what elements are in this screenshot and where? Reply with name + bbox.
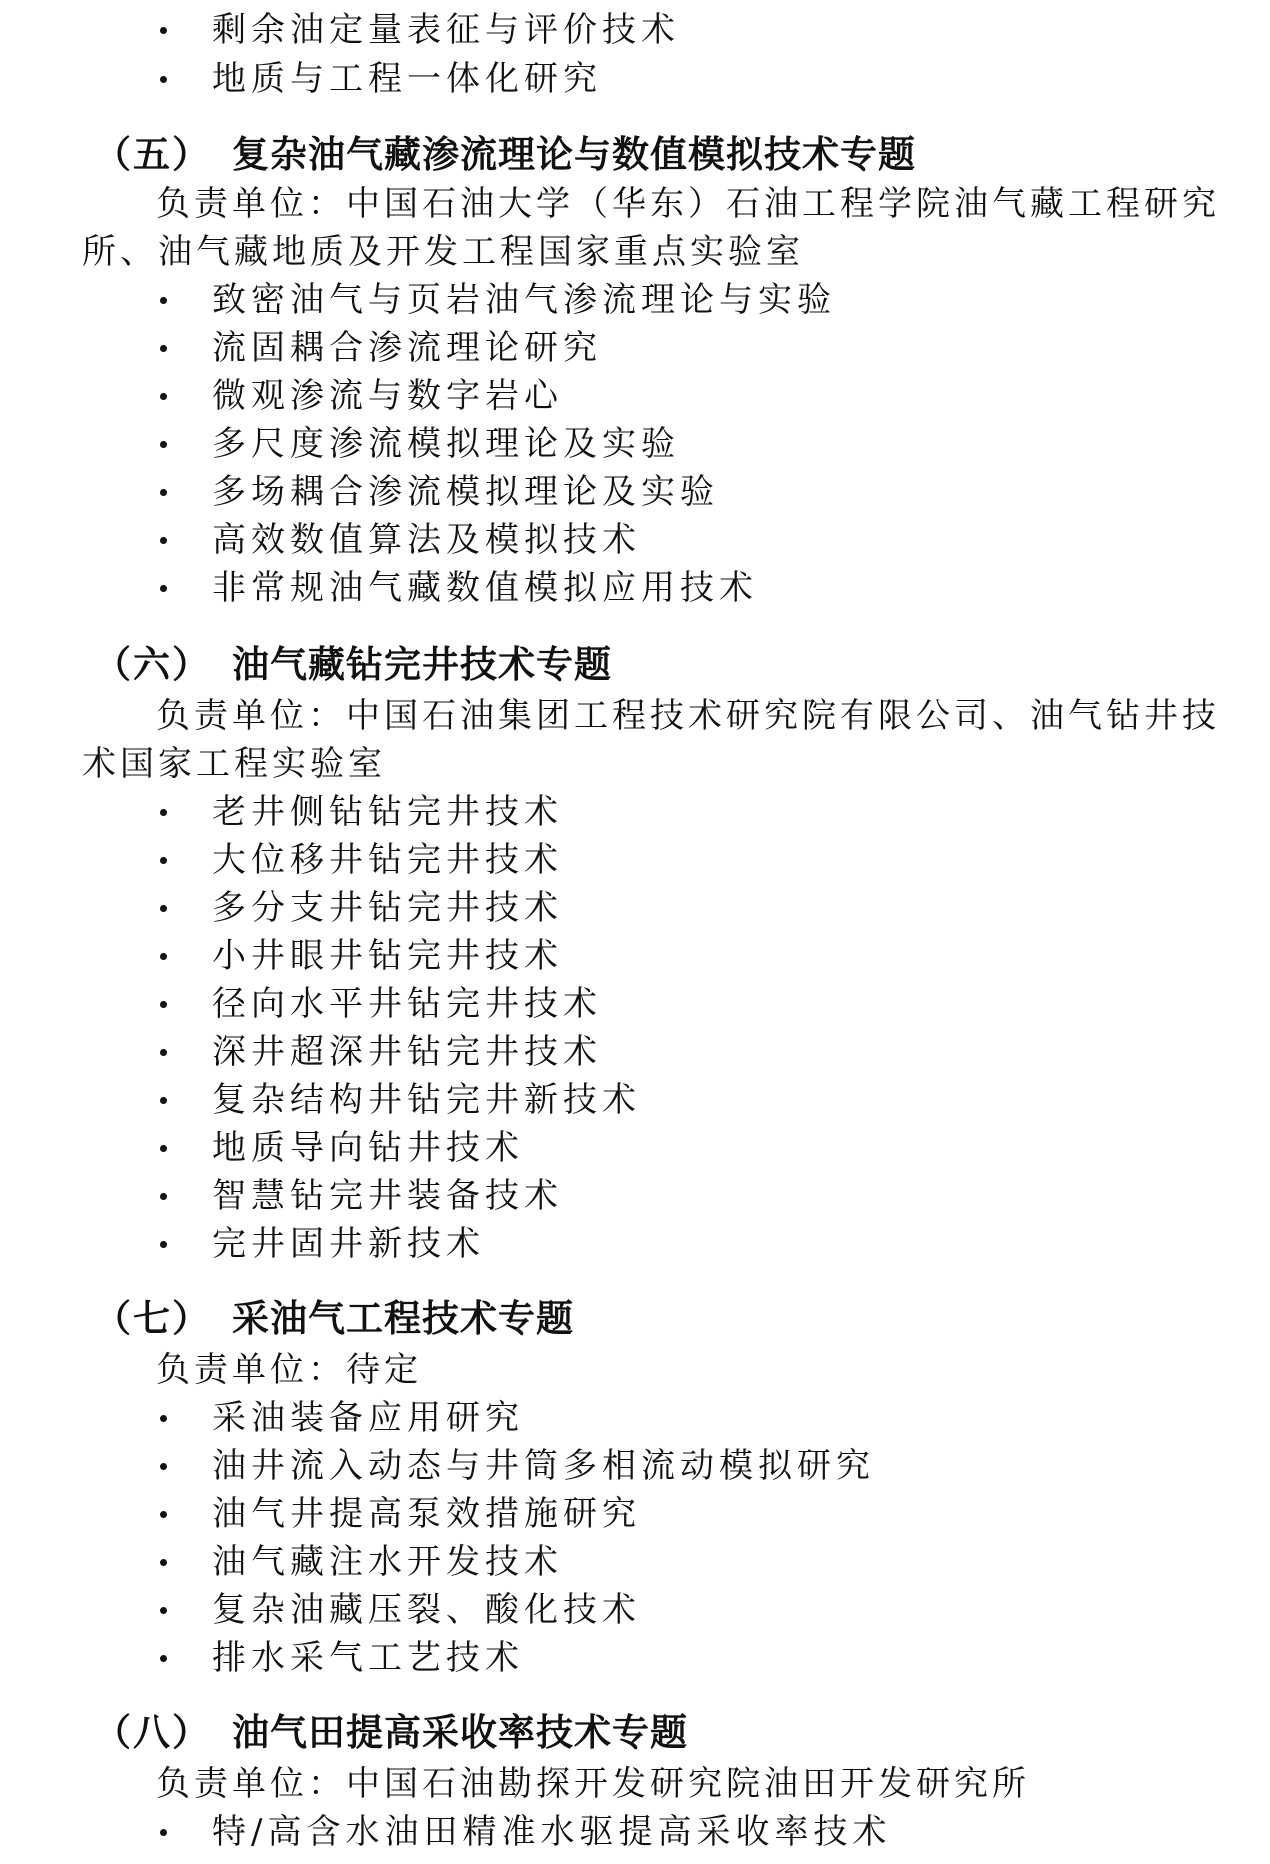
bullet-icon [160, 857, 167, 864]
list-item-text: 特/高含水油田精准水驱提高采收率技术 [212, 1812, 892, 1852]
list-item-text: 地质导向钻井技术 [212, 1128, 524, 1168]
list-item-text: 径向水平井钻完井技术 [212, 984, 602, 1024]
list-item-text: 多尺度渗流模拟理论及实验 [212, 424, 680, 464]
bullet-icon [160, 76, 167, 83]
owner-line-1: 负责单位：中国石油集团工程技术研究院有限公司、油气钻井技 [156, 696, 1220, 736]
list-item-text: 致密油气与页岩油气渗流理论与实验 [212, 280, 836, 320]
bullet-icon [160, 1511, 167, 1518]
bullet-icon [160, 1001, 167, 1008]
bullet-icon [160, 297, 167, 304]
owner-line-2: 术国家工程实验室 [82, 744, 386, 784]
bullet-icon [160, 1655, 167, 1662]
list-item-text: 多场耦合渗流模拟理论及实验 [212, 472, 719, 512]
bullet-icon [160, 1463, 167, 1470]
bullet-icon [160, 537, 167, 544]
list-item-text: 小井眼井钻完井技术 [212, 936, 563, 976]
owner-line-2: 所、油气藏地质及开发工程国家重点实验室 [82, 232, 804, 272]
section-title: 采油气工程技术专题 [232, 1296, 574, 1340]
section-number: （五） [94, 132, 211, 176]
list-item-text: 老井侧钻钻完井技术 [212, 792, 563, 832]
bullet-icon [160, 489, 167, 496]
section-title: 油气田提高采收率技术专题 [232, 1710, 688, 1754]
list-item-text: 复杂结构井钻完井新技术 [212, 1080, 641, 1120]
list-item-text: 大位移井钻完井技术 [212, 840, 563, 880]
section-title: 油气藏钻完井技术专题 [232, 642, 612, 686]
list-item-text: 剩余油定量表征与评价技术 [212, 10, 680, 50]
owner-line-1: 负责单位：中国石油勘探开发研究院油田开发研究所 [156, 1764, 1030, 1804]
list-item-text: 地质与工程一体化研究 [212, 59, 602, 99]
bullet-icon [160, 809, 167, 816]
list-item-text: 排水采气工艺技术 [212, 1638, 524, 1678]
section-number: （八） [94, 1710, 211, 1754]
bullet-icon [160, 1415, 167, 1422]
bullet-icon [160, 1241, 167, 1248]
bullet-icon [160, 953, 167, 960]
bullet-icon [160, 1193, 167, 1200]
owner-line-1: 负责单位：中国石油大学（华东）石油工程学院油气藏工程研究 [156, 184, 1220, 224]
bullet-icon [160, 1559, 167, 1566]
list-item-text: 油井流入动态与井筒多相流动模拟研究 [212, 1446, 875, 1486]
list-item-text: 油气井提高泵效措施研究 [212, 1494, 641, 1534]
bullet-icon [160, 1829, 167, 1836]
list-item-text: 完井固井新技术 [212, 1224, 485, 1264]
list-item-text: 高效数值算法及模拟技术 [212, 520, 641, 560]
bullet-icon [160, 1607, 167, 1614]
list-item-text: 非常规油气藏数值模拟应用技术 [212, 568, 758, 608]
section-title: 复杂油气藏渗流理论与数值模拟技术专题 [232, 132, 916, 176]
list-item-text: 智慧钻完井装备技术 [212, 1176, 563, 1216]
list-item-text: 微观渗流与数字岩心 [212, 376, 563, 416]
list-item-text: 复杂油藏压裂、酸化技术 [212, 1590, 641, 1630]
bullet-icon [160, 345, 167, 352]
section-number: （六） [94, 642, 211, 686]
list-item-text: 采油装备应用研究 [212, 1398, 524, 1438]
list-item-text: 流固耦合渗流理论研究 [212, 328, 602, 368]
list-item-text: 深井超深井钻完井技术 [212, 1032, 602, 1072]
bullet-icon [160, 905, 167, 912]
bullet-icon [160, 1145, 167, 1152]
list-item-text: 油气藏注水开发技术 [212, 1542, 563, 1582]
bullet-icon [160, 27, 167, 34]
list-item-text: 多分支井钻完井技术 [212, 888, 563, 928]
bullet-icon [160, 1049, 167, 1056]
bullet-icon [160, 393, 167, 400]
bullet-icon [160, 441, 167, 448]
bullet-icon [160, 1097, 167, 1104]
section-number: （七） [94, 1296, 211, 1340]
owner-line-1: 负责单位：待定 [156, 1350, 422, 1390]
bullet-icon [160, 585, 167, 592]
